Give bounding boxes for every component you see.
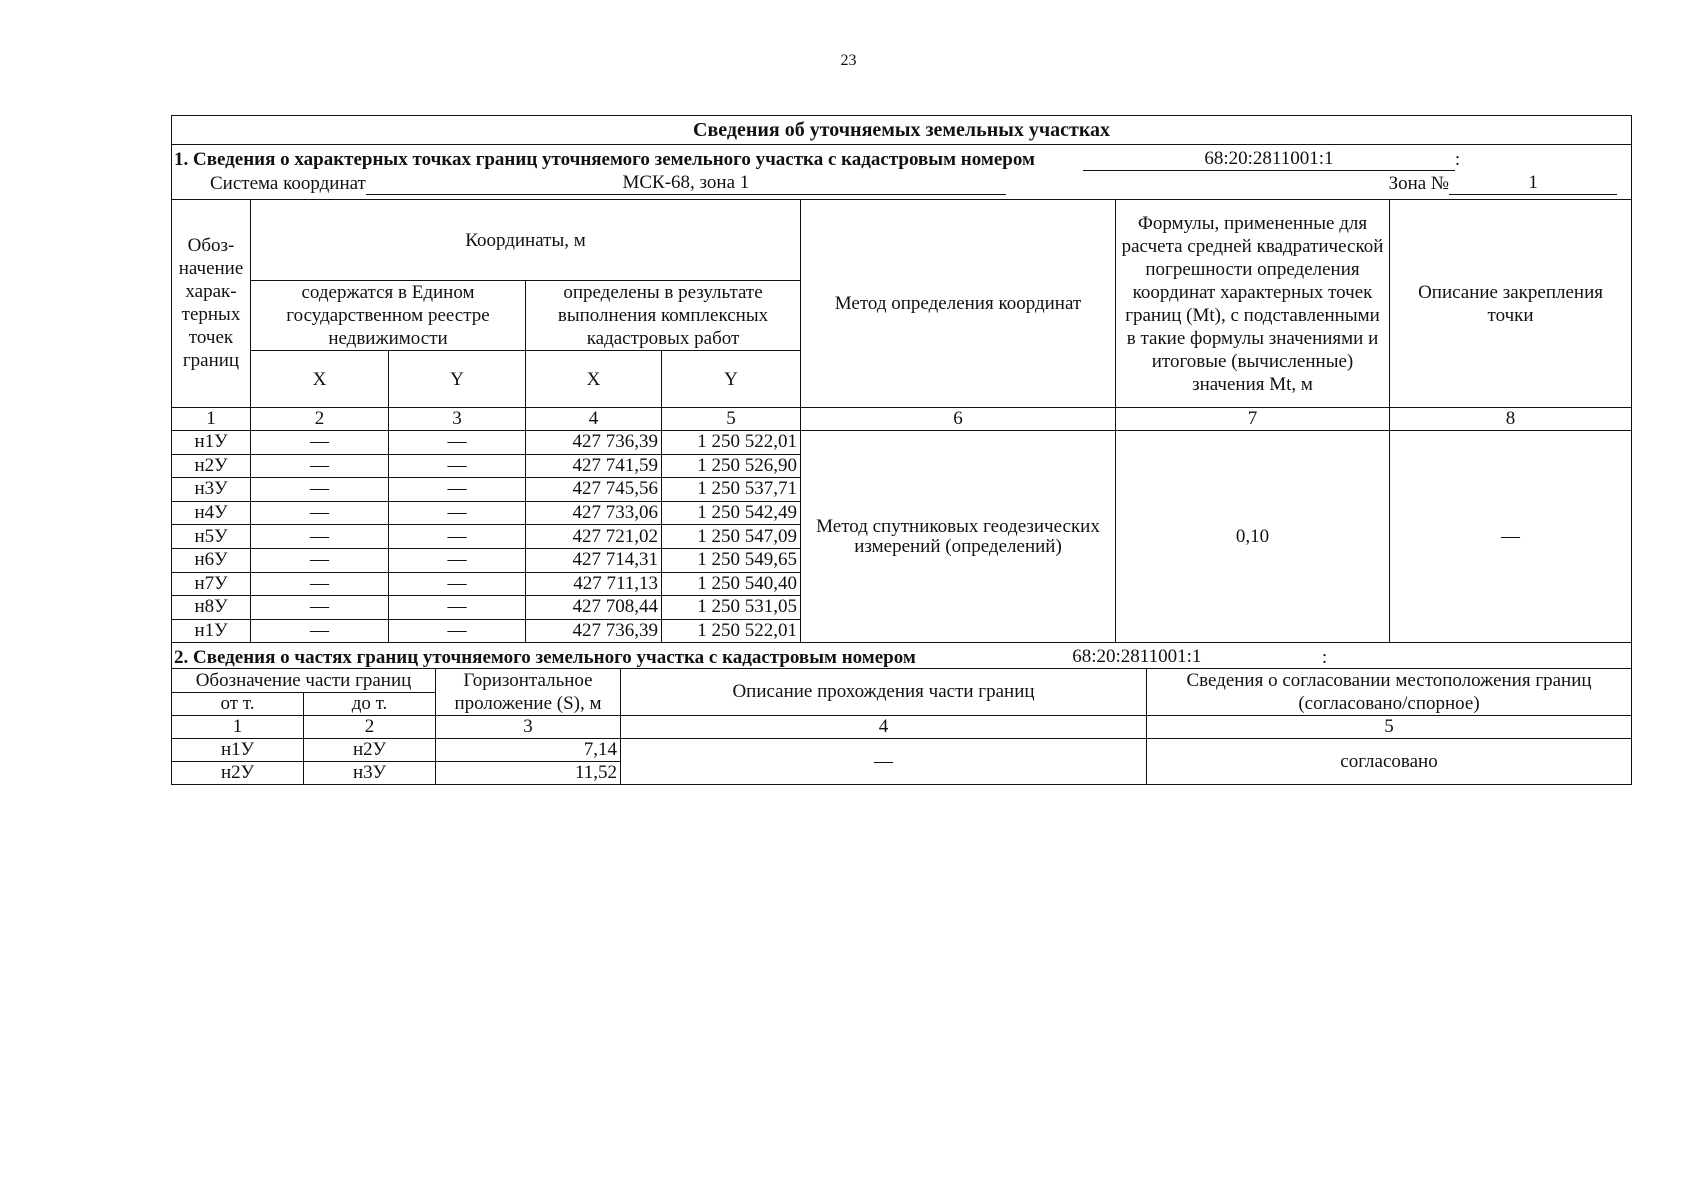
col-number: 1: [172, 408, 251, 431]
y-coordinate: 1 250 522,01: [662, 431, 801, 455]
point-name: н6У: [172, 548, 251, 572]
header-to: до т.: [304, 692, 436, 716]
point-name: н2У: [172, 454, 251, 478]
x-coordinate: 427 714,31: [526, 548, 662, 572]
y-egrn: —: [389, 525, 526, 549]
col-number: 8: [1390, 408, 1632, 431]
y-egrn: —: [389, 548, 526, 572]
x-egrn: —: [251, 431, 389, 455]
x-coordinate: 427 741,59: [526, 454, 662, 478]
x-coordinate: 427 708,44: [526, 596, 662, 620]
coord-system-value: МСК-68, зона 1: [366, 171, 1006, 195]
header-description: Описание прохождения части границ: [621, 669, 1147, 716]
parts-table: [171, 668, 1632, 785]
x-egrn: —: [251, 478, 389, 502]
coordinate-system-line: [174, 171, 1629, 195]
y-coordinate: 1 250 531,05: [662, 596, 801, 620]
table-row: [172, 739, 1632, 762]
header-x-kkr: X: [526, 351, 662, 408]
horizontal-distance: 11,52: [436, 762, 621, 785]
x-coordinate: 427 721,02: [526, 525, 662, 549]
x-egrn: —: [251, 572, 389, 596]
point-name: н1У: [172, 431, 251, 455]
col-number: 4: [621, 716, 1147, 739]
x-coordinate: 427 736,39: [526, 431, 662, 455]
zone-value: 1: [1449, 171, 1617, 195]
to-point: н2У: [304, 739, 436, 762]
y-egrn: —: [389, 596, 526, 620]
y-egrn: —: [389, 478, 526, 502]
zone-label: Зона №: [1388, 173, 1450, 194]
col-number: 2: [304, 716, 436, 739]
y-coordinate: 1 250 547,09: [662, 525, 801, 549]
section2-cadastral-number: 68:20:2811001:1: [952, 645, 1322, 669]
page-number: 23: [840, 52, 857, 69]
point-name: н1У: [172, 619, 251, 643]
horizontal-distance: 7,14: [436, 739, 621, 762]
x-egrn: —: [251, 525, 389, 549]
header-part-designation: Обозначение части границ: [172, 669, 436, 693]
section1-heading-line: [174, 145, 1629, 171]
y-coordinate: 1 250 549,65: [662, 548, 801, 572]
col-number: 2: [251, 408, 389, 431]
y-coordinate: 1 250 542,49: [662, 501, 801, 525]
header-egrn: содержатся в Едином государственном реестре недвижимости: [251, 281, 526, 351]
x-coordinate: 427 733,06: [526, 501, 662, 525]
col-number: 3: [389, 408, 526, 431]
x-egrn: —: [251, 619, 389, 643]
header-kkr: определены в результате выполнения комплексных кадастровых работ: [526, 281, 801, 351]
y-coordinate: 1 250 537,71: [662, 478, 801, 502]
x-egrn: —: [251, 454, 389, 478]
points-table: [171, 115, 1632, 669]
section1-cadastral-number: 68:20:2811001:1: [1083, 147, 1455, 171]
y-egrn: —: [389, 454, 526, 478]
x-coordinate: 427 745,56: [526, 478, 662, 502]
header-coordinates: Координаты, м: [251, 200, 801, 281]
y-egrn: —: [389, 572, 526, 596]
y-egrn: —: [389, 501, 526, 525]
header-agreement: Сведения о согласовании местоположения границ (согласовано/спорное): [1147, 669, 1632, 716]
from-point: н1У: [172, 739, 304, 762]
method-value: Метод спутниковых геодезических измерений (определений): [801, 431, 1116, 643]
header-y-egrn: Y: [389, 351, 526, 408]
point-name: н3У: [172, 478, 251, 502]
y-coordinate: 1 250 522,01: [662, 619, 801, 643]
description-value: —: [621, 739, 1147, 785]
point-name: н7У: [172, 572, 251, 596]
header-x-egrn: X: [251, 351, 389, 408]
header-formulas: Формулы, примененные для расчета средней квадратической погрешности определения координат характерных точек границ (Mt), с подставленными в такие формулы значениями и итоговые (вычисленные) значения Mt, м: [1116, 200, 1390, 408]
cadastral-sheet: [171, 115, 1631, 785]
header-horizontal: Горизонтальное проложение (S), м: [436, 669, 621, 716]
point-name: н5У: [172, 525, 251, 549]
x-egrn: —: [251, 501, 389, 525]
x-egrn: —: [251, 596, 389, 620]
table-row: [172, 431, 1632, 455]
section1-colon: :: [1454, 149, 1461, 170]
coord-system-label: Система координат: [210, 173, 366, 194]
header-y-kkr: Y: [662, 351, 801, 408]
agreement-value: согласовано: [1147, 739, 1632, 785]
header-method: Метод определения координат: [801, 200, 1116, 408]
col-number: 3: [436, 716, 621, 739]
section2-colon: :: [1321, 647, 1328, 669]
x-coordinate: 427 736,39: [526, 619, 662, 643]
fixing-value: —: [1390, 431, 1632, 643]
point-name: н8У: [172, 596, 251, 620]
y-coordinate: 1 250 526,90: [662, 454, 801, 478]
col-number: 5: [1147, 716, 1632, 739]
to-point: н3У: [304, 762, 436, 785]
y-coordinate: 1 250 540,40: [662, 572, 801, 596]
header-from: от т.: [172, 692, 304, 716]
section2-heading: 2. Сведения о частях границ уточняемого земельного участка с кадастровым номером: [174, 647, 916, 669]
y-egrn: —: [389, 619, 526, 643]
header-designation: Обоз-начение харак-терных точек границ: [172, 200, 251, 408]
col-number: 5: [662, 408, 801, 431]
section1-heading: 1. Сведения о характерных точках границ уточняемого земельного участка с кадастровым номером: [174, 149, 1035, 170]
col-number: 4: [526, 408, 662, 431]
mt-value: 0,10: [1116, 431, 1390, 643]
col-number: 1: [172, 716, 304, 739]
col-number: 6: [801, 408, 1116, 431]
section2-heading-line: [174, 643, 1629, 669]
from-point: н2У: [172, 762, 304, 785]
y-egrn: —: [389, 431, 526, 455]
x-coordinate: 427 711,13: [526, 572, 662, 596]
point-name: н4У: [172, 501, 251, 525]
x-egrn: —: [251, 548, 389, 572]
document-title: Сведения об уточняемых земельных участках: [172, 116, 1632, 145]
col-number: 7: [1116, 408, 1390, 431]
header-fixing: Описание закрепления точки: [1390, 200, 1632, 408]
